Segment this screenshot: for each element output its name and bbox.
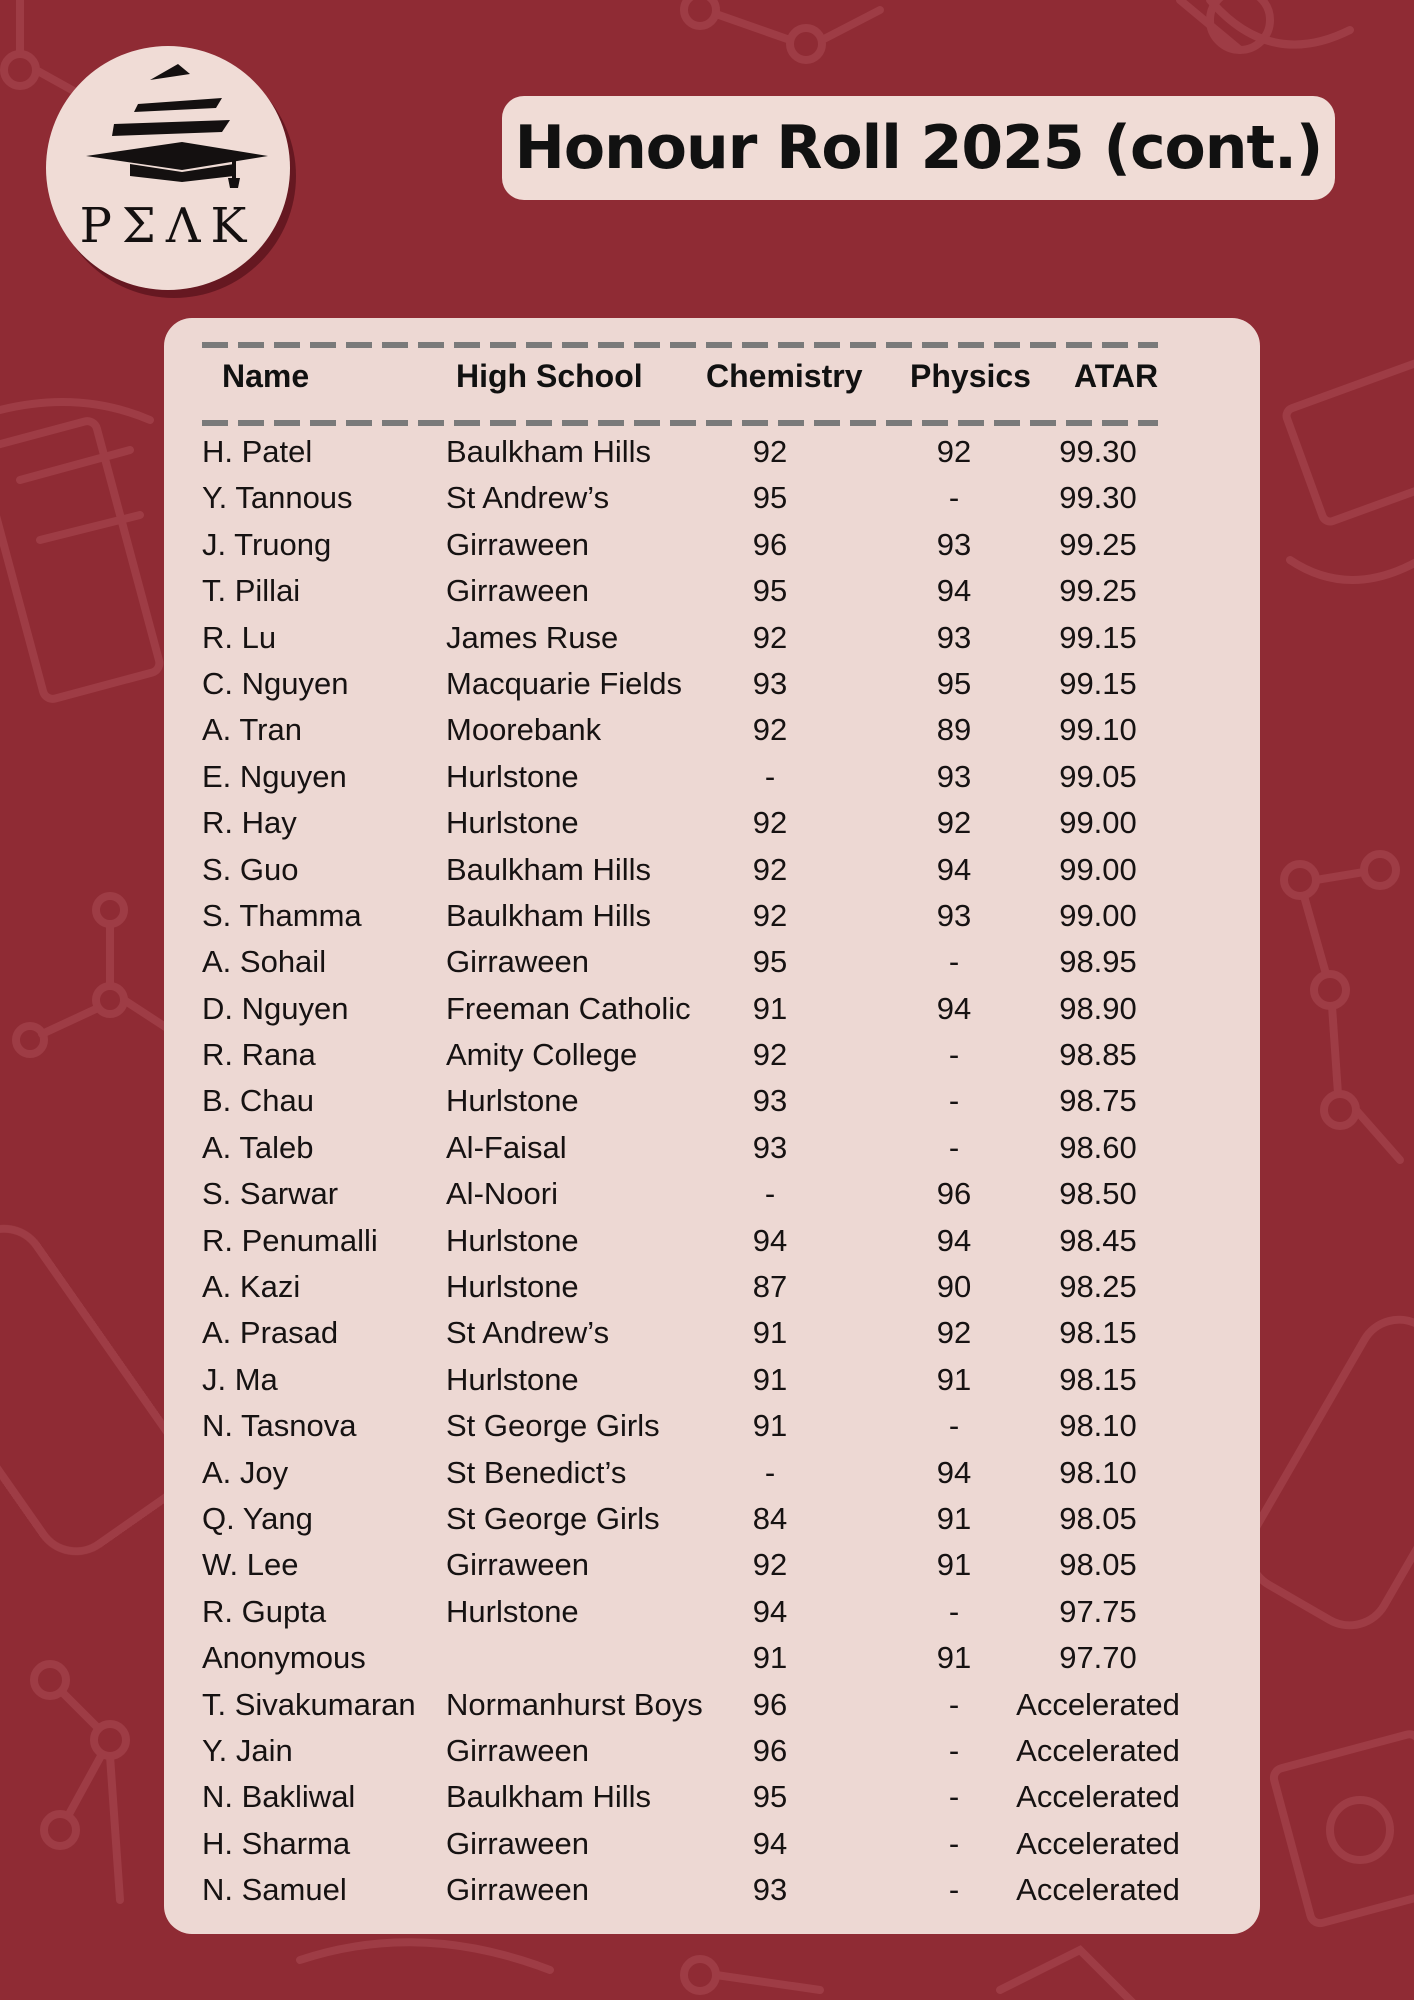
cell-name: R. Rana (202, 1037, 316, 1073)
cell-name: D. Nguyen (202, 990, 349, 1026)
cell-name: A. Prasad (202, 1315, 339, 1351)
cell-school: Girraween (446, 944, 589, 980)
cell-name: R. Penumalli (202, 1222, 378, 1258)
cell-school: Hurlstone (446, 758, 579, 794)
cell-atar: 98.95 (1059, 944, 1137, 980)
cell-name: N. Tasnova (202, 1408, 357, 1444)
cell-chemistry: 87 (752, 1269, 788, 1305)
cell-physics: 91 (936, 1500, 972, 1536)
cell-atar: 99.15 (1059, 665, 1137, 701)
cell-name: N. Samuel (202, 1872, 347, 1908)
cell-physics: - (948, 1408, 960, 1444)
table-row (164, 1265, 1260, 1311)
cell-school: Hurlstone (446, 805, 579, 841)
table-row (164, 1451, 1260, 1497)
cell-name: R. Hay (202, 805, 297, 841)
cell-name: C. Nguyen (202, 665, 349, 701)
cell-atar: 99.30 (1059, 480, 1137, 516)
cell-chemistry: 92 (752, 712, 788, 748)
cell-atar: Accelerated (1016, 1686, 1180, 1722)
cell-chemistry: 92 (752, 1037, 788, 1073)
cell-name: S. Guo (202, 851, 299, 887)
cell-physics: 94 (936, 990, 972, 1026)
cell-atar: 98.75 (1059, 1083, 1137, 1119)
cell-physics: - (948, 944, 960, 980)
table-row (164, 1219, 1260, 1265)
cell-atar: 99.00 (1059, 851, 1137, 887)
column-header-school: High School (456, 358, 643, 394)
table-row (164, 1126, 1260, 1172)
cell-physics: 91 (936, 1547, 972, 1583)
cell-school: Baulkham Hills (446, 434, 652, 469)
cell-school: Amity College (446, 1037, 638, 1073)
cell-physics: - (948, 1825, 960, 1861)
table-row (164, 1868, 1260, 1914)
table-row (164, 1172, 1260, 1218)
cell-physics: 90 (936, 1269, 972, 1305)
cell-atar: 98.05 (1059, 1500, 1137, 1536)
cell-chemistry: - (764, 1454, 776, 1490)
cell-atar: 99.00 (1059, 805, 1137, 841)
table-row (164, 894, 1260, 940)
cell-atar: Accelerated (1016, 1779, 1180, 1815)
cell-atar: 99.05 (1059, 758, 1137, 794)
cell-chemistry: 93 (752, 1083, 788, 1119)
cell-name: R. Lu (202, 619, 277, 655)
cell-name: T. Pillai (202, 573, 301, 609)
table-row (164, 1775, 1260, 1821)
table-row (164, 430, 1260, 476)
cell-chemistry: 95 (752, 480, 788, 516)
cell-chemistry: 94 (752, 1222, 788, 1258)
table-row (164, 848, 1260, 894)
cell-physics: 96 (936, 1176, 972, 1212)
cell-name: J. Truong (202, 526, 332, 562)
cell-atar: 99.00 (1059, 897, 1137, 933)
table-row (164, 1497, 1260, 1543)
table-row (164, 801, 1260, 847)
cell-school: Macquarie Fields (446, 665, 683, 701)
cell-physics: 93 (936, 619, 972, 655)
cell-physics: - (948, 1779, 960, 1815)
table-row (164, 1543, 1260, 1589)
cell-atar: 97.70 (1059, 1640, 1137, 1676)
cell-chemistry: 91 (752, 1315, 788, 1351)
cell-atar: Accelerated (1016, 1872, 1180, 1908)
cell-physics: 94 (936, 1454, 972, 1490)
cell-physics: 91 (936, 1361, 972, 1397)
table-row (164, 476, 1260, 522)
cell-chemistry: 84 (752, 1500, 788, 1536)
cell-physics: - (948, 1129, 960, 1165)
cell-physics: 93 (936, 758, 972, 794)
page-title: Honour Roll 2025 (cont.) (514, 113, 1323, 183)
cell-chemistry: 92 (752, 851, 788, 887)
cell-school: Hurlstone (446, 1269, 579, 1305)
cell-atar: 98.60 (1059, 1129, 1137, 1165)
cell-physics: 94 (936, 573, 972, 609)
cell-chemistry: 96 (752, 1732, 788, 1768)
cell-name: S. Sarwar (202, 1176, 339, 1212)
cell-school: Al-Noori (446, 1176, 558, 1212)
cell-atar: 98.10 (1059, 1454, 1137, 1490)
cell-name: A. Sohail (202, 944, 327, 980)
cell-name: N. Bakliwal (202, 1779, 356, 1815)
cell-atar: 98.15 (1059, 1315, 1137, 1351)
table-row (164, 1079, 1260, 1125)
cell-physics: - (948, 480, 960, 516)
cell-physics: 92 (936, 434, 972, 469)
cell-school: Girraween (446, 1732, 589, 1768)
cell-chemistry: 91 (752, 990, 788, 1026)
cell-chemistry: 93 (752, 665, 788, 701)
cell-chemistry: 94 (752, 1825, 788, 1861)
table-row (164, 1729, 1260, 1775)
cell-atar: 99.10 (1059, 712, 1137, 748)
table-row (164, 755, 1260, 801)
cell-physics: 92 (936, 805, 972, 841)
table-row (164, 1822, 1260, 1868)
cell-physics: - (948, 1732, 960, 1768)
cell-name: E. Nguyen (202, 758, 347, 794)
cell-school: Hurlstone (446, 1083, 579, 1119)
cell-chemistry: 96 (752, 1686, 788, 1722)
header-divider-bottom (202, 420, 1158, 426)
cell-chemistry: 92 (752, 897, 788, 933)
header-divider-top (202, 342, 1158, 348)
cell-chemistry: - (764, 1176, 776, 1212)
cell-physics: 93 (936, 897, 972, 933)
cell-school: Girraween (446, 1872, 589, 1908)
cell-school: St George Girls (446, 1408, 660, 1444)
table-row (164, 569, 1260, 615)
cell-chemistry: 95 (752, 573, 788, 609)
cell-chemistry: 93 (752, 1872, 788, 1908)
cell-physics: 93 (936, 526, 972, 562)
cell-physics: - (948, 1037, 960, 1073)
cell-school: Girraween (446, 526, 589, 562)
cell-school: St Andrew’s (446, 480, 610, 516)
cell-name: B. Chau (202, 1083, 315, 1119)
cell-name: H. Patel (202, 434, 313, 469)
cell-school: Baulkham Hills (446, 851, 652, 887)
cell-atar: 98.10 (1059, 1408, 1137, 1444)
cell-school: Girraween (446, 1825, 589, 1861)
cell-name: S. Thamma (202, 897, 362, 933)
cell-atar: 99.25 (1059, 573, 1137, 609)
cell-atar: 98.25 (1059, 1269, 1137, 1305)
cell-name: Q. Yang (202, 1500, 313, 1536)
cell-atar: 98.05 (1059, 1547, 1137, 1583)
cell-name: A. Tran (202, 712, 302, 748)
cell-chemistry: 94 (752, 1593, 788, 1629)
cell-physics: 89 (936, 712, 972, 748)
cell-chemistry: 92 (752, 805, 788, 841)
table-row (164, 662, 1260, 708)
cell-atar: 98.85 (1059, 1037, 1137, 1073)
cell-name: Anonymous (202, 1640, 366, 1676)
table-row (164, 523, 1260, 569)
cell-atar: 98.90 (1059, 990, 1137, 1026)
column-header-atar: ATAR (1074, 358, 1159, 394)
cell-physics: - (948, 1686, 960, 1722)
cell-chemistry: 92 (752, 619, 788, 655)
table-row (164, 1636, 1260, 1682)
cell-name: T. Sivakumaran (202, 1686, 416, 1722)
table-body (164, 430, 1260, 1915)
cell-physics: 94 (936, 851, 972, 887)
cell-school: Hurlstone (446, 1361, 579, 1397)
cell-school: St Benedict’s (446, 1454, 627, 1490)
cell-school: Freeman Catholic (446, 990, 691, 1026)
cell-school: Girraween (446, 573, 589, 609)
cell-chemistry: 95 (752, 944, 788, 980)
cell-physics: 95 (936, 665, 972, 701)
cell-name: A. Kazi (202, 1269, 301, 1305)
cell-chemistry: 96 (752, 526, 788, 562)
cell-name: H. Sharma (202, 1825, 351, 1861)
title-banner (502, 96, 1335, 200)
table-row (164, 1358, 1260, 1404)
table-row (164, 1404, 1260, 1450)
column-header-chemistry: Chemistry (706, 358, 863, 394)
peak-logo (46, 46, 290, 290)
cell-name: W. Lee (202, 1547, 299, 1583)
cell-school: Hurlstone (446, 1593, 579, 1629)
cell-atar: 98.15 (1059, 1361, 1137, 1397)
table-row (164, 1590, 1260, 1636)
cell-name: Y. Tannous (202, 480, 353, 516)
cell-name: Y. Jain (202, 1732, 293, 1768)
cell-chemistry: 92 (752, 1547, 788, 1583)
table-row (164, 1683, 1260, 1729)
cell-chemistry: 91 (752, 1640, 788, 1676)
cell-chemistry: 91 (752, 1408, 788, 1444)
cell-physics: 91 (936, 1640, 972, 1676)
table-row (164, 987, 1260, 1033)
table-row (164, 616, 1260, 662)
cell-atar: 99.15 (1059, 619, 1137, 655)
cell-school: Normanhurst Boys (446, 1686, 703, 1722)
cell-school: Al-Faisal (446, 1129, 567, 1165)
cell-atar: Accelerated (1016, 1825, 1180, 1861)
cell-physics: - (948, 1083, 960, 1119)
cell-physics: 94 (936, 1222, 972, 1258)
cell-school: Moorebank (446, 712, 602, 748)
cell-school: Hurlstone (446, 1222, 579, 1258)
cell-school: Baulkham Hills (446, 1779, 652, 1815)
cell-atar: Accelerated (1016, 1732, 1180, 1768)
table-row (164, 1311, 1260, 1357)
table-row (164, 708, 1260, 754)
cell-chemistry: 92 (752, 434, 788, 469)
cell-name: A. Taleb (202, 1129, 314, 1165)
cell-atar: 97.75 (1059, 1593, 1137, 1629)
cell-name: R. Gupta (202, 1593, 327, 1629)
cell-school: James Ruse (446, 619, 619, 655)
column-header-name: Name (222, 358, 310, 394)
cell-physics: 92 (936, 1315, 972, 1351)
cell-school: Girraween (446, 1547, 589, 1583)
cell-atar: 98.50 (1059, 1176, 1137, 1212)
cell-chemistry: - (764, 758, 776, 794)
table-row (164, 940, 1260, 986)
cell-physics: - (948, 1593, 960, 1629)
cell-chemistry: 93 (752, 1129, 788, 1165)
cell-school: St Andrew’s (446, 1315, 610, 1351)
cell-chemistry: 91 (752, 1361, 788, 1397)
cell-atar: 99.30 (1059, 434, 1137, 469)
table-row (164, 1033, 1260, 1079)
cell-physics: - (948, 1872, 960, 1908)
column-header-physics: Physics (910, 358, 1031, 394)
cell-name: J. Ma (202, 1361, 278, 1397)
honour-roll-table (164, 318, 1260, 1934)
cell-name: A. Joy (202, 1454, 289, 1490)
cell-chemistry: 95 (752, 1779, 788, 1815)
cell-atar: 98.45 (1059, 1222, 1137, 1258)
cell-school: Baulkham Hills (446, 897, 652, 933)
logo-text: PΣΛK (79, 198, 257, 254)
cell-school: St George Girls (446, 1500, 660, 1536)
cell-atar: 99.25 (1059, 526, 1137, 562)
